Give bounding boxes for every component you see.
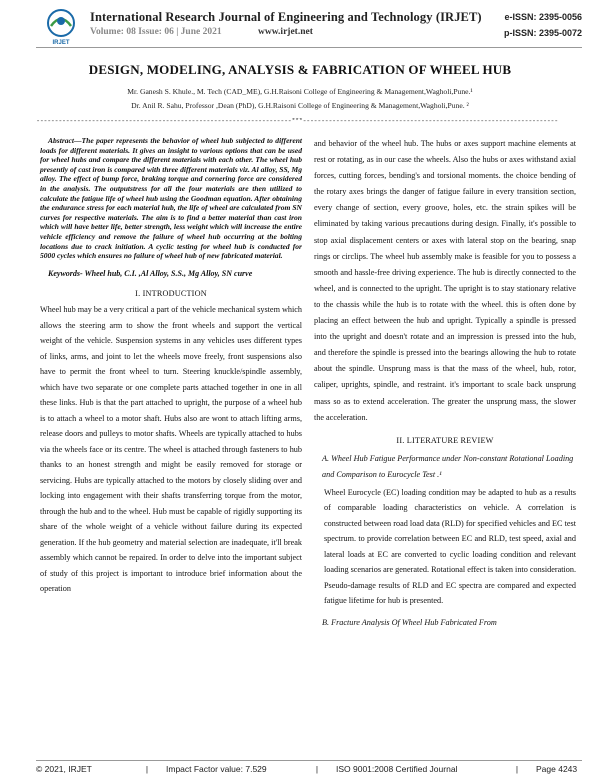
footer-impact-factor: Impact Factor value: 7.529 bbox=[166, 764, 267, 774]
intro-text: Wheel hub may be a very critical a part of the vehicle mechanical system which allows the steering arm to show the front wheels and support the vertical weight of the vehicle. Suspension systems in any vehicles uses different types of links, arms, and joint to let the wheels move freely, front suspensions also have to permit the front wheel to turn. Steering knuckle/spindle assembly, which have two separate or one complete parts attached together in one in all these links. Hub is that the part attached to upright, the purpose of a wheel hub is to attach a wheel to a motor shaft. Hubs also are wont to attach lifting arms, release doors and pulleys to motor shafts. Wheels are typically attached to hubs via the wheels face or its centre. The wheel is attached through fasteners to hub thanks to an honest strength and might be easily removed for storage or servicing. Hubs are typically attached to the motors by closely sliding over and locking into engagement with their shafts transferring torque from the motor, through the hub and to the wheel. Hub must be capable of rigidly supporting its share of the whole weight of a vehicle without failure during its expected generation. If the hub geometry and material selection are inadequate, it'll break assembly which cannot be repaired. In order to delve into the important subject of study of this project is important to introduce brief information about the operation bbox=[40, 305, 302, 594]
e-issn: e-ISSN: 2395-0056 bbox=[504, 12, 582, 22]
footer-copyright: © 2021, IRJET bbox=[36, 764, 92, 774]
p-issn: p-ISSN: 2395-0072 bbox=[503, 28, 582, 38]
logo-text: IRJET bbox=[52, 40, 70, 46]
footer-divider bbox=[36, 760, 582, 761]
intro-continued-text: and behavior of the wheel hub. The hubs or axes support machine elements at rest or rotating, as in our case the wheels. Also the hubs or axes withstand axial forces, cutting forces, bending's and torsional moments. the choice bending of the rotary axes brings the danger of fatigue failure in every transition section, every change of section, every groove, holes, etc. the strain spikes will be eliminated by taking various precautions during design. Finally, it's possible to stop axial displacement centers or axes with lateral stop on the bearing, snap rings or circlips. The wheel hub assembly make is feasible for you to possess a smooth and hassle-free driving experience. The hub is directly connected to the wheel, and is connected to the upright. The upright is to stay stationary relative to the chassis while the hub is to rotate with the wheel. this is often done by placing an effect between the hub and upright. Typically a spindle is pressed into the upright and doesn't rotate and an impression is pressed into the hub, and therefore the spindle is pressed into the bearings allowing the hub to rotate about the spindle. Unsprung mass is that the mass of the wheel, hub, rotor, caliper, uprights, spindle, and restraint. it's important to scale back unsprung mass so as to extend acceleration. The greater the unsprung mass, the slower the acceleration. bbox=[314, 139, 576, 422]
paper-title: DESIGN, MODELING, ANALYSIS & FABRICATION OF WHEEL HUB bbox=[88, 62, 512, 77]
footer-iso: ISO 9001:2008 Certified Journal bbox=[336, 764, 458, 774]
author-line-1: Mr. Ganesh S. Khule., M. Tech (CAD_ME), G.H.Raisoni College of Engineering & Management,Wagholi,Pune.¹ bbox=[127, 87, 473, 96]
subsection-b-heading: B. Fracture Analysis Of Wheel Hub Fabricated From bbox=[322, 617, 497, 627]
left-column bbox=[40, 136, 302, 597]
header-divider bbox=[36, 47, 582, 48]
volume-issue: Volume: 08 Issue: 06 | June 2021 bbox=[90, 27, 222, 37]
journal-title: International Research Journal of Engineering and Technology (IRJET) bbox=[90, 10, 482, 24]
intro-heading: I. INTRODUCTION bbox=[135, 289, 207, 299]
journal-header bbox=[0, 0, 600, 50]
journal-website: www.irjet.net bbox=[258, 27, 313, 37]
section-separator: ---------------------------------------------------------------------***--------------------------------------------------------------------- bbox=[36, 118, 558, 126]
subsection-a-heading: A. Wheel Hub Fatigue Performance under Non-constant Rotational Loading and Comparison to Eurocycle Test .¹ bbox=[322, 453, 574, 479]
keywords: Keywords- Wheel hub, C.I. ,Al Alloy, S.S., Mg Alloy, SN curve bbox=[48, 268, 253, 278]
footer-page-number: Page 4243 bbox=[536, 764, 578, 774]
subsection-a-text: Wheel Eurocycle (EC) loading condition may be adapted to hub as a results of comparable loading characteristics on vehicle. A correlation is constructed between road load data (RLD) for specified vehicles and EC test spectrum. to provide correlation between EC and RLD, test speed, axial and lateral loads at EC are converted to cyclic loading condition and relevant loading scenarios are generated. Rotational effect is taken into consideration. Pseudo-damage results of RLD and EC spectra are compared and expected fatigue lifetime for hub is presented. bbox=[324, 487, 576, 606]
footer-separator: | bbox=[145, 764, 149, 774]
literature-review-heading: II. LITERATURE REVIEW bbox=[396, 435, 494, 445]
abstract: Abstract—The paper represents the behavior of wheel hub subjected to different loads for different materials. It gives an insight to various options that can be used for wheel hubs and compare the different materials with each other. The wheel hub presently of cast iron is compared with three different materials viz. Al alloy, SS, Mg alloy. The effect of bump force, braking torque and cornering force are considered in the analysis. The outputstress for all the four materials are then utilized to calculate the fatigue life of wheel hub using the Goodman equation. After obtaining the endurance stress for each material hub, the life of wheel are calculated from SN curves for respective materials. The aim is to find a better material than cast iron which will have better life, better strength, less weight which will increase the entire vehicle efficiency and remove the failure of wheel hub occurring at the bolting locations due to crack initiation. A cyclic testing for wheel hub is conducted for 5000 cycles which ensures no failure of wheel hub of new fabricated material. bbox=[40, 136, 302, 261]
author-line-2: Dr. Anil R. Sahu, Professor ,Dean (PhD), G.H.Raisoni College of Engineering & Management,Wagholi,Pune. ² bbox=[131, 101, 469, 110]
right-column bbox=[314, 136, 576, 631]
footer-separator: | bbox=[515, 764, 519, 774]
page-footer bbox=[36, 764, 582, 774]
footer-separator: | bbox=[315, 764, 319, 774]
